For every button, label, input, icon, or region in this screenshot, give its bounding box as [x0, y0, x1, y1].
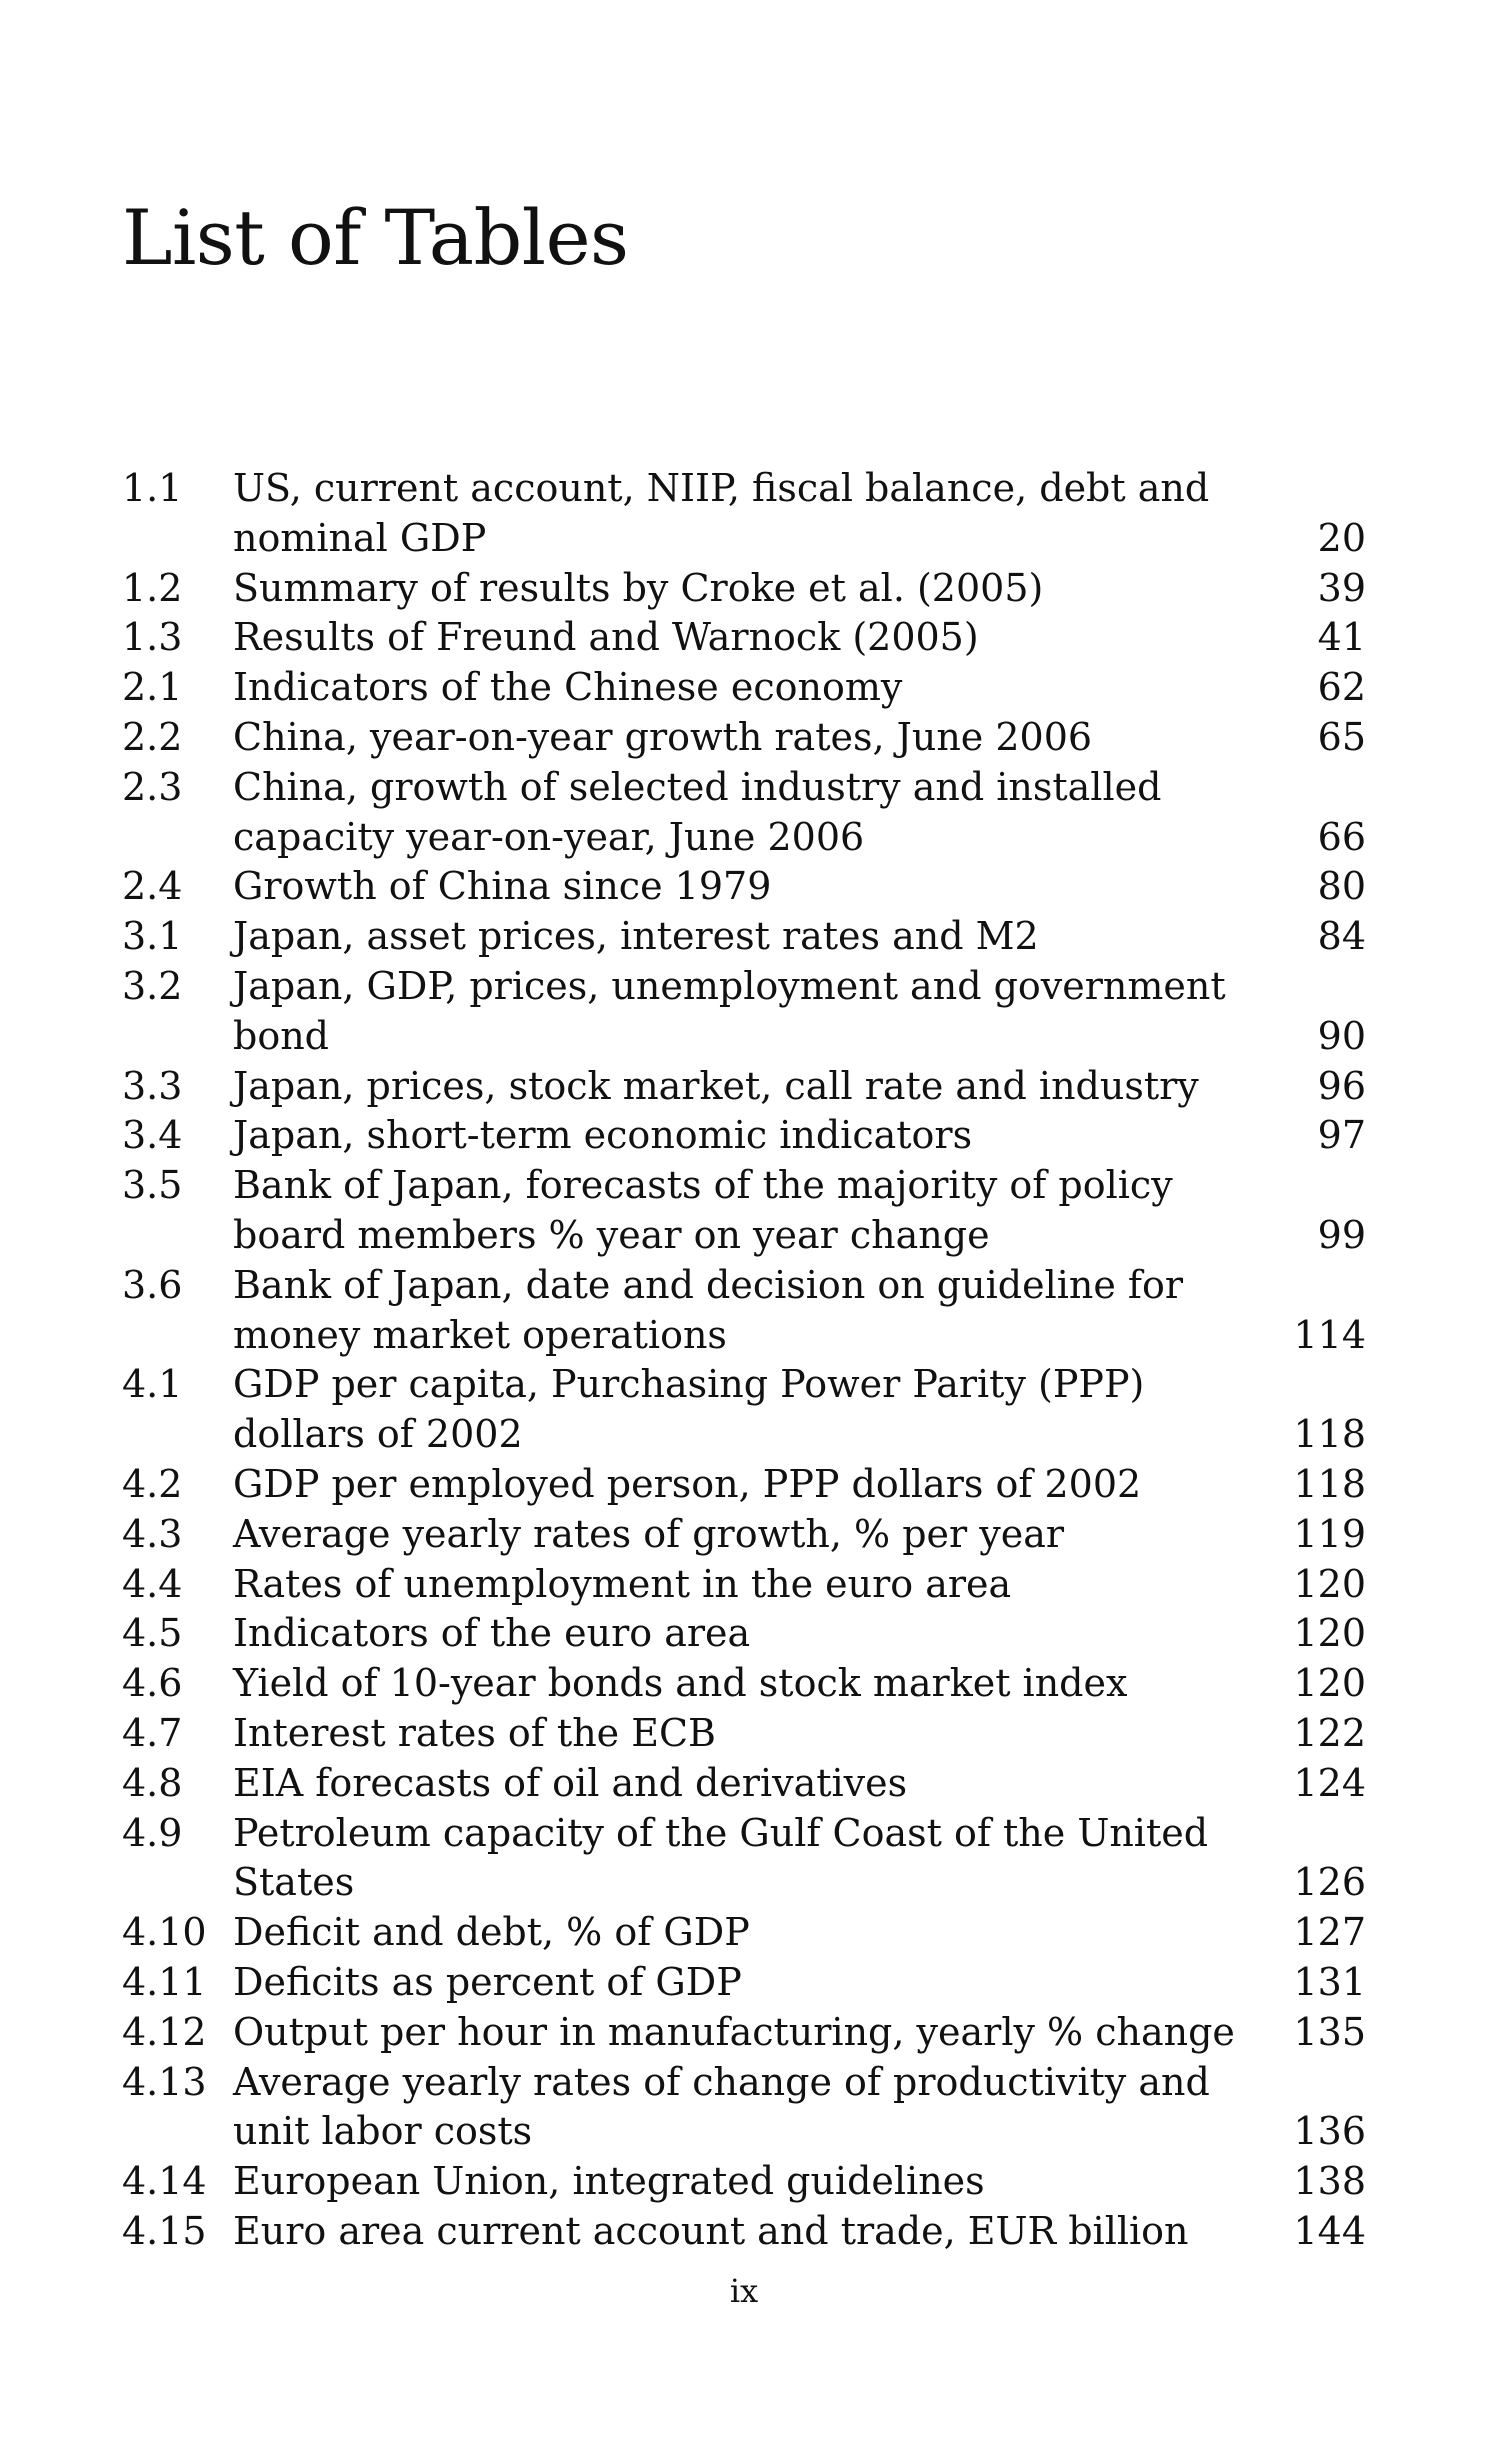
table-entry — [122, 1111, 1366, 1161]
table-entry — [122, 2157, 1366, 2207]
table-entry — [122, 2207, 1366, 2257]
table-title: Bank of Japan, date and decision on guideline for money market operations — [233, 1262, 1184, 1357]
table-number: 3.2 — [122, 963, 183, 1008]
page-number: 118 — [1293, 1461, 1366, 1506]
table-entry — [122, 912, 1366, 962]
table-entry — [122, 1460, 1366, 1510]
page-number: 84 — [1317, 914, 1366, 959]
table-number: 2.3 — [122, 764, 183, 809]
table-number: 4.14 — [122, 2159, 207, 2204]
page-number: 144 — [1293, 2208, 1366, 2253]
table-title: Output per hour in manufacturing, yearly % change — [233, 2009, 1235, 2054]
table-entry — [122, 1958, 1366, 2008]
list-of-tables — [122, 464, 1366, 2257]
page-number: 65 — [1317, 714, 1366, 759]
table-title: Rates of unemployment in the euro area — [233, 1561, 1012, 1606]
table-title: Interest rates of the ECB — [233, 1710, 716, 1755]
page-number: 66 — [1317, 814, 1366, 859]
page-number: 90 — [1317, 1013, 1366, 1058]
page-number: 80 — [1317, 864, 1366, 909]
page-number: 96 — [1317, 1063, 1366, 1108]
table-number: 4.7 — [122, 1710, 183, 1755]
table-entry — [122, 1161, 1366, 1261]
page-number: 97 — [1317, 1113, 1366, 1158]
page-number: 120 — [1293, 1561, 1366, 1606]
table-number: 4.10 — [122, 1910, 207, 1955]
table-title: Average yearly rates of growth, % per year — [233, 1511, 1065, 1556]
page-number: 62 — [1317, 665, 1366, 710]
table-title: China, growth of selected industry and installed capacity year-on-year, June 2006 — [233, 764, 1162, 859]
table-number: 4.6 — [122, 1661, 183, 1706]
table-entry — [122, 1510, 1366, 1560]
table-title: Growth of China since 1979 — [233, 864, 772, 909]
table-entry — [122, 1360, 1366, 1460]
table-number: 3.3 — [122, 1063, 183, 1108]
table-number: 1.1 — [122, 466, 183, 510]
table-entry — [122, 1659, 1366, 1709]
table-number: 1.2 — [122, 565, 183, 610]
table-number: 1.3 — [122, 615, 183, 660]
table-entry — [122, 464, 1366, 564]
page-number: 126 — [1293, 1860, 1366, 1905]
table-entry — [122, 613, 1366, 663]
table-title: Japan, short-term economic indicators — [233, 1113, 973, 1158]
table-number: 2.4 — [122, 864, 183, 909]
page-number: 118 — [1293, 1412, 1366, 1457]
table-title: Bank of Japan, forecasts of the majority of policy board members % year on year change — [233, 1163, 1173, 1257]
table-entry — [122, 1709, 1366, 1759]
table-title: Petroleum capacity of the Gulf Coast of the United States — [233, 1810, 1209, 1905]
page-number: 127 — [1293, 1910, 1366, 1955]
table-title: GDP per capita, Purchasing Power Parity (PPP) dollars of 2002 — [233, 1362, 1145, 1457]
page-number: 114 — [1293, 1312, 1366, 1357]
table-number: 3.6 — [122, 1262, 183, 1307]
page-number: 120 — [1293, 1611, 1366, 1656]
table-number: 4.1 — [122, 1362, 183, 1407]
table-entry — [122, 1759, 1366, 1809]
table-title: Deficit and debt, % of GDP — [233, 1910, 750, 1955]
table-number: 4.11 — [122, 1959, 207, 2004]
table-entry — [122, 1261, 1366, 1361]
table-number: 3.4 — [122, 1113, 183, 1158]
table-number: 4.5 — [122, 1611, 183, 1656]
table-entry — [122, 763, 1366, 863]
table-entry — [122, 713, 1366, 763]
table-number: 4.2 — [122, 1461, 183, 1506]
table-entry — [122, 1560, 1366, 1610]
table-title: China, year-on-year growth rates, June 2006 — [233, 714, 1093, 759]
table-entry — [122, 1908, 1366, 1958]
page-number: 119 — [1293, 1511, 1366, 1556]
page-number: 39 — [1317, 565, 1366, 610]
table-title: Japan, GDP, prices, unemployment and government bond — [233, 963, 1226, 1058]
page-title: List of Tables — [122, 193, 629, 282]
table-number: 4.12 — [122, 2009, 207, 2054]
table-entry — [122, 962, 1366, 1062]
table-title: Average yearly rates of change of productivity and unit labor costs — [233, 2059, 1210, 2154]
table-entry — [122, 2008, 1366, 2058]
table-title: Yield of 10-year bonds and stock market index — [233, 1661, 1128, 1706]
page-number: 99 — [1317, 1212, 1366, 1257]
page-number: 122 — [1293, 1710, 1366, 1755]
table-entry — [122, 2058, 1366, 2158]
page-folio: ix — [729, 2272, 759, 2310]
table-number: 4.15 — [122, 2208, 207, 2253]
table-entry — [122, 663, 1366, 713]
table-number: 4.4 — [122, 1561, 183, 1606]
page-number: 20 — [1317, 515, 1366, 560]
table-title: European Union, integrated guidelines — [233, 2159, 985, 2204]
page-number: 136 — [1293, 2109, 1366, 2154]
table-number: 4.3 — [122, 1511, 183, 1556]
table-number: 4.9 — [122, 1810, 183, 1855]
table-number: 2.1 — [122, 665, 183, 710]
table-title: Japan, asset prices, interest rates and M2 — [233, 914, 1039, 959]
table-title: Euro area current account and trade, EUR billion — [233, 2208, 1189, 2253]
table-number: 2.2 — [122, 714, 183, 759]
page-number: 124 — [1293, 1760, 1366, 1805]
table-title: Indicators of the euro area — [233, 1611, 751, 1656]
table-title: GDP per employed person, PPP dollars of 2002 — [233, 1461, 1142, 1506]
table-title: Summary of results by Croke et al. (2005) — [233, 565, 1044, 610]
table-entry — [122, 862, 1366, 912]
table-entry — [122, 1809, 1366, 1909]
page-number: 135 — [1293, 2009, 1366, 2054]
table-number: 3.5 — [122, 1163, 183, 1208]
page-number: 41 — [1317, 615, 1366, 660]
table-title: US, current account, NIIP, fiscal balance, debt and nominal GDP — [233, 466, 1210, 560]
table-title: Results of Freund and Warnock (2005) — [233, 615, 979, 660]
table-title: Deficits as percent of GDP — [233, 1959, 742, 2004]
page-number: 120 — [1293, 1661, 1366, 1706]
page-number: 138 — [1293, 2159, 1366, 2204]
table-entry — [122, 1609, 1366, 1659]
table-title: EIA forecasts of oil and derivatives — [233, 1760, 908, 1805]
table-title: Indicators of the Chinese economy — [233, 665, 903, 710]
table-number: 3.1 — [122, 914, 183, 959]
table-number: 4.13 — [122, 2059, 207, 2104]
table-title: Japan, prices, stock market, call rate and industry — [233, 1063, 1199, 1108]
page-number: 131 — [1293, 1959, 1366, 2004]
table-entry — [122, 1062, 1366, 1112]
table-entry — [122, 564, 1366, 614]
table-number: 4.8 — [122, 1760, 183, 1805]
